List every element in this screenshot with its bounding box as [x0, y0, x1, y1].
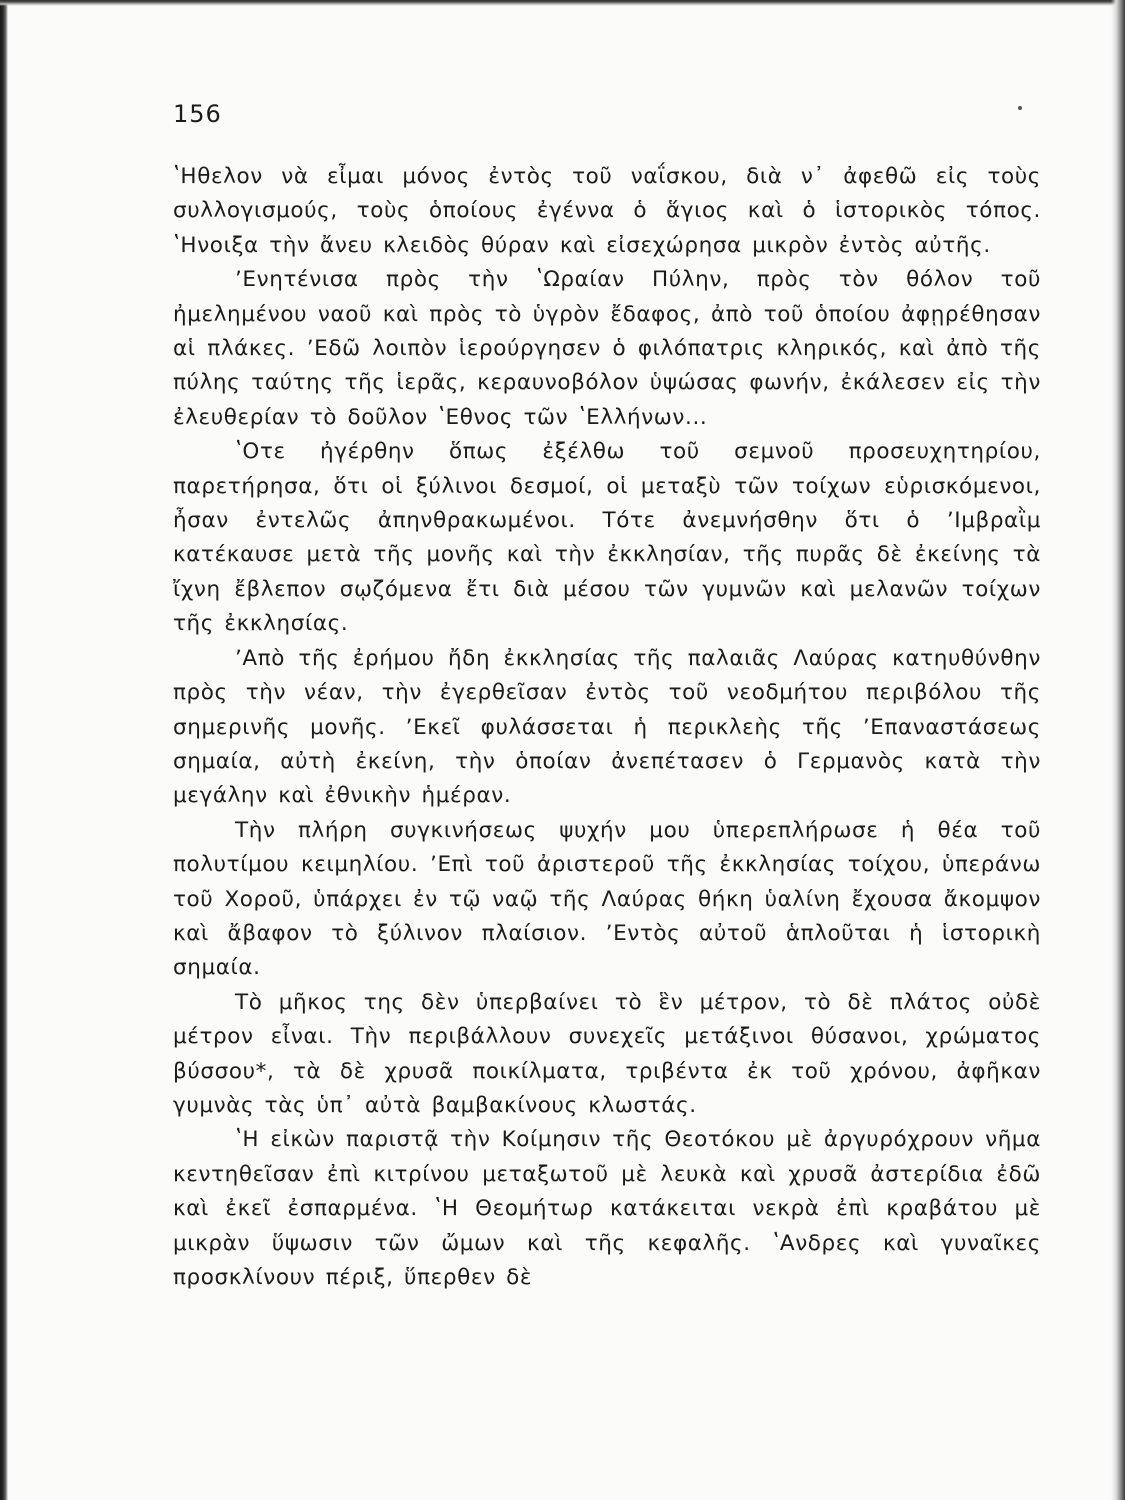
scan-dust-mark [1018, 106, 1022, 110]
paragraph: ʽΗθελον νὰ εἶμαι μόνος ἐντὸς τοῦ ναΐσκου, διὰ ν᾿ ἀφεθῶ εἰς τοὺς συλλογισμούς, τοὺς ὁποίους ἐγέννα ὁ ἅγιος καὶ ὁ ἱστορικὸς τόπος. ʽΗνοιξα τὴν ἄνευ κλειδὸς θύραν καὶ εἰσεχώρησα μικρὸν ἐντὸς αὐτῆς. [173, 164, 1041, 258]
paragraph: ʽΗ εἰκὼν παριστᾷ τὴν Κοίμησιν τῆς Θεοτόκου μὲ ἀργυρόχρουν νῆμα κεντηθεῖσαν ἐπὶ κιτρίνου μεταξωτοῦ μὲ λευκὰ καὶ χρυσᾶ ἀστερίδια ἐδῶ καὶ ἐκεῖ ἐσπαρμένα. ʽΗ Θεομήτωρ κατάκειται νεκρὰ ἐπὶ κραβάτου μὲ μικρὰν ὕψωσιν τῶν ὤμων καὶ τῆς κεφαλῆς. ʽΑνδρες καὶ γυναῖκες προσκλίνουν πέριξ, ὕπερθεν δὲ [173, 1127, 1041, 1290]
paragraph: ʼΑπὸ τῆς ἐρήμου ἤδη ἐκκλησίας τῆς παλαιᾶς Λαύρας κατηυθύνθην πρὸς τὴν νέαν, τὴν ἐγερθεῖσαν ἐντὸς τοῦ νεοδμήτου περιβόλου τῆς σημερινῆς μονῆς. ʼΕκεῖ φυλάσσεται ἡ περικλεὴς τῆς ʼΕπαναστάσεως σημαία, αὐτὴ ἐκείνη, τὴν ὁποίαν ἀνεπέτασεν ὁ Γερμανὸς κατὰ τὴν μεγάλην καὶ ἐθνικὴν ἡμέραν. [173, 645, 1041, 809]
scan-edge-top [0, 0, 1125, 6]
paragraph: Τὴν πλήρη συγκινήσεως ψυχήν μου ὑπερεπλήρωσε ἡ θέα τοῦ πολυτίμου κειμηλίου. ʼΕπὶ τοῦ ἀριστεροῦ τῆς ἐκκλησίας τοίχου, ὑπεράνω τοῦ Χοροῦ, ὑπάρχει ἐν τῷ ναῷ τῆς Λαύρας θήκη ὑαλίνη ἔχουσα ἄκομψον καὶ ἄβαφον τὸ ξύλινον πλαίσιον. ʼΕντὸς αὐτοῦ ἁπλοῦται ἡ ἱστορικὴ σημαία. [173, 817, 1041, 981]
page-number: 156 [173, 100, 222, 128]
page-body [173, 160, 1041, 1295]
paragraph: Τὸ μῆκος της δὲν ὑπερβαίνει τὸ ἓν μέτρον, τὸ δὲ πλάτος οὐδὲ μέτρον εἶναι. Τὴν περιβάλλουν συνεχεῖς μετάξινοι θύσανοι, χρώματος βύσσου*, τὰ δὲ χρυσᾶ ποικίλματα, τριβέντα ἐκ τοῦ χρόνου, ἀφῆκαν γυμνὰς τὰς ὑπ᾿ αὐτὰ βαμβακίνους κλωστάς. [173, 989, 1041, 1118]
scan-edge-right [1111, 0, 1125, 1500]
paragraph: ʼΕνητένισα πρὸς τὴν ʽΩραίαν Πύλην, πρὸς τὸν θόλον τοῦ ἠμελημένου ναοῦ καὶ πρὸς τὸ ὑγρὸν ἔδαφος, ἀπὸ τοῦ ὁποίου ἀφῃρέθησαν αἱ πλάκες. ʼΕδῶ λοιπὸν ἱερούργησεν ὁ φιλόπατρις κληρικός, καὶ ἀπὸ τῆς πύλης ταύτης τῆς ἱερᾶς, κεραυνοβόλον ὑψώσας φωνήν, ἐκάλεσεν εἰς τὴν ἐλευθερίαν τὸ δοῦλον ʽΕθνος τῶν ʽΕλλήνων... [173, 267, 1041, 430]
paragraph: ʽΟτε ἠγέρθην ὅπως ἐξέλθω τοῦ σεμνοῦ προσευχητηρίου, παρετήρησα, ὅτι οἱ ξύλινοι δεσμοί, οἱ μεταξὺ τῶν τοίχων εὑρισκόμενοι, ἦσαν ἐντελῶς ἀπηνθρακωμένοι. Τότε ἀνεμνήσθην ὅτι ὁ ʼΙμβραῒμ κατέκαυσε μετὰ τῆς μονῆς καὶ τὴν ἐκκλησίαν, τῆς πυρᾶς δὲ ἐκείνης τὰ ἴχνη ἔβλεπον σῳζόμενα ἔτι διὰ μέσου τῶν γυμνῶν καὶ μελανῶν τοίχων τῆς ἐκκλησίας. [173, 439, 1041, 637]
scan-edge-left [0, 0, 8, 1500]
